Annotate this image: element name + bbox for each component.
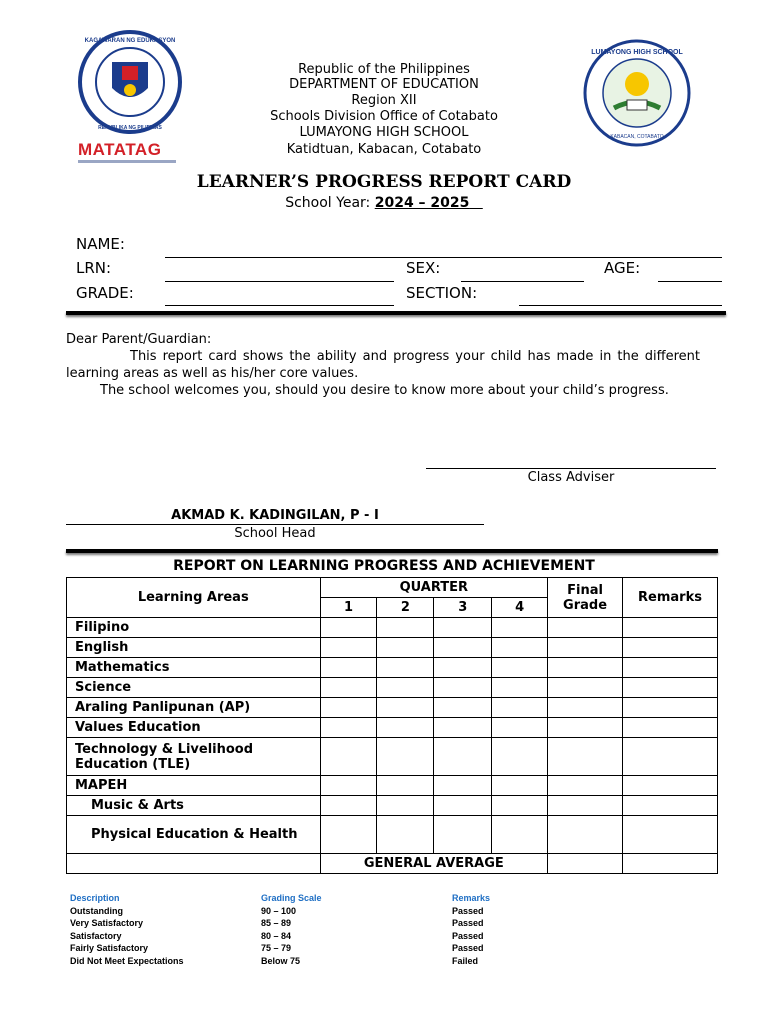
legend-entry: Very Satisfactory: [70, 918, 144, 928]
legend-entry: 80 – 84: [261, 930, 292, 941]
legend-entry: Passed: [452, 943, 484, 953]
grade-row: [67, 776, 718, 796]
legend-entry: Fairly Satisfactory: [70, 943, 149, 953]
legend-header-description: Description: [70, 893, 120, 903]
final-grade-cell[interactable]: [548, 776, 623, 796]
remarks-cell[interactable]: [623, 638, 718, 658]
col-quarter-2: 2: [377, 598, 434, 618]
grade-row: [67, 698, 718, 718]
quarter-3-cell[interactable]: [434, 738, 492, 776]
quarter-4-cell[interactable]: [492, 776, 548, 796]
quarter-4-cell[interactable]: [492, 718, 548, 738]
page-title: LEARNER’S PROGRESS REPORT CARD: [196, 172, 572, 192]
header-region: Region XII: [351, 93, 417, 108]
quarter-2-cell[interactable]: [377, 618, 434, 638]
quarter-1-cell[interactable]: [320, 718, 377, 738]
legend-entry: 75 – 79: [261, 943, 292, 953]
final-grade-cell[interactable]: [548, 718, 623, 738]
col-quarter: QUARTER: [320, 578, 548, 598]
quarter-3-cell[interactable]: [434, 718, 492, 738]
remarks-cell[interactable]: [623, 618, 718, 638]
quarter-2-cell[interactable]: [377, 638, 434, 658]
grade-row: [67, 618, 718, 638]
remarks-cell[interactable]: [623, 698, 718, 718]
learning-area-label: MAPEH: [67, 776, 321, 796]
final-grade-cell[interactable]: [548, 816, 623, 854]
general-average-blank: [67, 854, 321, 874]
legend-remarks: [452, 892, 490, 967]
svg-text:LUMAYONG HIGH SCHOOL: LUMAYONG HIGH SCHOOL: [591, 49, 683, 56]
adviser-caption: Class Adviser: [527, 470, 615, 485]
quarter-3-cell[interactable]: [434, 658, 492, 678]
remarks-cell[interactable]: [623, 678, 718, 698]
quarter-1-cell[interactable]: [320, 738, 377, 776]
quarter-4-cell[interactable]: [492, 738, 548, 776]
legend-header-remarks: Remarks: [452, 893, 491, 903]
school-year-label: School Year:: [285, 195, 375, 211]
adviser-signature-line[interactable]: [426, 468, 716, 469]
legend-entry: 85 – 89: [261, 918, 292, 928]
quarter-2-cell[interactable]: [377, 698, 434, 718]
svg-text:KAGAWARAN NG EDUKASYON: KAGAWARAN NG EDUKASYON: [84, 38, 176, 44]
final-grade-cell[interactable]: [548, 698, 623, 718]
quarter-1-cell[interactable]: [320, 698, 377, 718]
header-republic: Republic of the Philippines: [298, 62, 470, 77]
letter-salutation: Dear Parent/Guardian:: [66, 332, 212, 347]
section-label: SECTION:: [406, 284, 478, 302]
letter-paragraph-2: The school welcomes you, should you desire to know more about your child’s progress.: [100, 383, 669, 398]
quarter-2-cell[interactable]: [377, 678, 434, 698]
quarter-4-cell[interactable]: [492, 816, 548, 854]
quarter-3-cell[interactable]: [434, 638, 492, 658]
quarter-3-cell[interactable]: [434, 698, 492, 718]
letter-paragraph-1: This report card shows the ability and progress your child has made in the different learning areas as well as his/her core values.: [66, 349, 700, 381]
learning-area-label: Values Education: [67, 718, 321, 738]
sex-label: SEX:: [406, 259, 441, 277]
matatag-logo: MATATAG: [78, 140, 162, 159]
quarter-1-cell[interactable]: [320, 816, 377, 854]
header-department: DEPARTMENT OF EDUCATION: [289, 77, 479, 92]
sex-line[interactable]: [461, 281, 584, 282]
learning-area-label: English: [67, 638, 321, 658]
quarter-1-cell[interactable]: [320, 618, 377, 638]
divider-bar: [66, 311, 726, 315]
learning-area-label: Filipino: [67, 618, 321, 638]
remarks-cell[interactable]: [623, 816, 718, 854]
legend-entry: 90 – 100: [261, 905, 297, 916]
remarks-cell[interactable]: [623, 796, 718, 816]
remarks-cell[interactable]: [623, 718, 718, 738]
quarter-2-cell[interactable]: [377, 776, 434, 796]
legend-entry: Passed: [452, 905, 484, 916]
quarter-2-cell[interactable]: [377, 718, 434, 738]
quarter-4-cell[interactable]: [492, 678, 548, 698]
remarks-cell[interactable]: [623, 658, 718, 678]
quarter-1-cell[interactable]: [320, 658, 377, 678]
quarter-2-cell[interactable]: [377, 796, 434, 816]
grade-row: [67, 816, 718, 854]
general-average-label: GENERAL AVERAGE: [320, 854, 548, 874]
col-quarter-4: 4: [492, 598, 548, 618]
final-grade-cell[interactable]: [548, 738, 623, 776]
quarter-1-cell[interactable]: [320, 678, 377, 698]
legend-entry: Outstanding: [70, 905, 123, 916]
quarter-4-cell[interactable]: [492, 698, 548, 718]
final-grade-cell[interactable]: [548, 658, 623, 678]
quarter-4-cell[interactable]: [492, 658, 548, 678]
header-school-name: LUMAYONG HIGH SCHOOL: [299, 125, 469, 140]
col-remarks: Remarks: [623, 578, 718, 618]
remarks-cell[interactable]: [623, 776, 718, 796]
name-line[interactable]: [165, 257, 722, 258]
quarter-3-cell[interactable]: [434, 678, 492, 698]
legend-entry: Satisfactory: [70, 930, 122, 941]
quarter-3-cell[interactable]: [434, 796, 492, 816]
quarter-4-cell[interactable]: [492, 638, 548, 658]
lrn-line[interactable]: [165, 281, 394, 282]
quarter-2-cell[interactable]: [377, 738, 434, 776]
legend-entry: Below 75: [261, 955, 301, 966]
quarter-3-cell[interactable]: [434, 776, 492, 796]
col-quarter-3: 3: [434, 598, 492, 618]
grade-row: [67, 796, 718, 816]
school-seal-logo: [582, 38, 692, 148]
learning-area-label: Araling Panlipunan (AP): [67, 698, 321, 718]
svg-text:REPUBLIKA NG PILIPINAS: REPUBLIKA NG PILIPINAS: [98, 125, 162, 131]
learning-area-label: Technology & Livelihood Education (TLE): [67, 738, 321, 776]
school-head-name: AKMAD K. KADINGILAN, P - I: [171, 508, 379, 523]
grade-row: [67, 658, 718, 678]
quarter-1-cell[interactable]: [320, 796, 377, 816]
remarks-cell[interactable]: [623, 738, 718, 776]
quarter-4-cell[interactable]: [492, 796, 548, 816]
quarter-3-cell[interactable]: [434, 816, 492, 854]
name-label: NAME:: [76, 235, 125, 253]
quarter-2-cell[interactable]: [377, 658, 434, 678]
col-quarter-1: 1: [320, 598, 377, 618]
quarter-2-cell[interactable]: [377, 816, 434, 854]
quarter-3-cell[interactable]: [434, 618, 492, 638]
svg-text:KABACAN, COTABATO: KABACAN, COTABATO: [610, 134, 664, 140]
matatag-tagline-bar: [78, 160, 176, 163]
grade-row: [67, 678, 718, 698]
deped-seal-logo: [66, 30, 194, 134]
general-average-final[interactable]: [548, 854, 623, 874]
col-final-grade: Final Grade: [548, 578, 623, 618]
school-head-caption: School Head: [234, 526, 316, 541]
divider-bar-2: [66, 549, 718, 553]
final-grade-cell[interactable]: [548, 796, 623, 816]
col-learning-areas: Learning Areas: [67, 578, 321, 618]
school-head-signature-line: [66, 524, 484, 525]
age-label: AGE:: [604, 259, 641, 277]
learning-area-label: Science: [67, 678, 321, 698]
legend-header-scale: Grading Scale: [261, 893, 322, 903]
grade-row: [67, 718, 718, 738]
final-grade-cell[interactable]: [548, 678, 623, 698]
learning-area-label: Physical Education & Health: [67, 816, 321, 854]
section-line[interactable]: [519, 305, 722, 306]
legend-grading-scale: [261, 892, 322, 967]
learning-area-label: Mathematics: [67, 658, 321, 678]
lrn-label: LRN:: [76, 259, 112, 277]
age-line[interactable]: [658, 281, 722, 282]
school-year-value: 2024 – 2025: [374, 195, 470, 211]
report-heading: REPORT ON LEARNING PROGRESS AND ACHIEVEMENT: [173, 558, 595, 574]
quarter-1-cell[interactable]: [320, 776, 377, 796]
legend-entry: Passed: [452, 930, 484, 941]
grades-table: [66, 577, 718, 874]
grade-line[interactable]: [165, 305, 394, 306]
grade-row: [67, 738, 718, 776]
quarter-1-cell[interactable]: [320, 638, 377, 658]
legend-entry: Failed: [452, 955, 479, 966]
school-year: [0, 195, 768, 211]
learning-area-label: Music & Arts: [67, 796, 321, 816]
header-address: Katidtuan, Kabacan, Cotabato: [286, 142, 482, 157]
final-grade-cell[interactable]: [548, 638, 623, 658]
grade-row: [67, 638, 718, 658]
final-grade-cell[interactable]: [548, 618, 623, 638]
header-division: Schools Division Office of Cotabato: [270, 109, 498, 124]
grade-label: GRADE:: [76, 284, 134, 302]
legend-entry: Did Not Meet Expectations: [70, 955, 184, 966]
legend-entry: Passed: [452, 918, 484, 928]
general-average-remarks[interactable]: [623, 854, 718, 874]
legend-description: [70, 892, 184, 967]
quarter-4-cell[interactable]: [492, 618, 548, 638]
